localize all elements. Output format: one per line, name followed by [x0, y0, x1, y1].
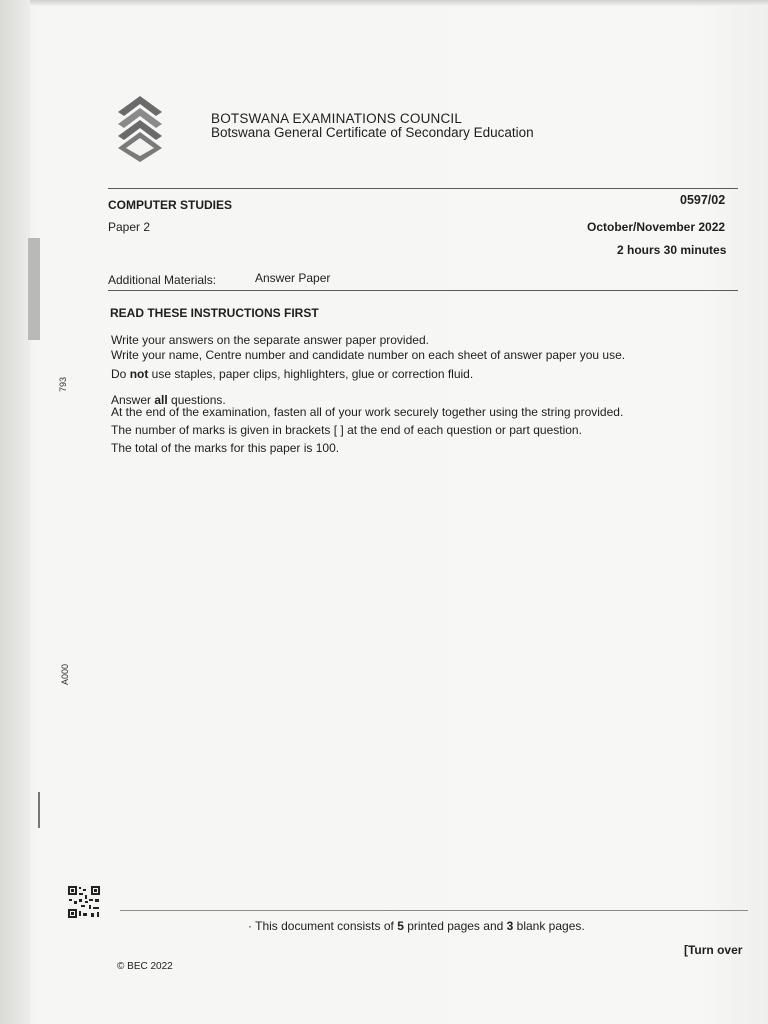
bec-logo-icon — [116, 96, 164, 162]
instructions-heading: READ THESE INSTRUCTIONS FIRST — [110, 306, 319, 320]
qr-code-icon — [67, 885, 101, 919]
margin-code-bottom: A000 — [60, 663, 70, 685]
exam-duration: 2 hours 30 minutes — [617, 243, 727, 257]
instruction-line: Write your name, Centre number and candidate number on each sheet of answer paper you use. — [111, 348, 626, 362]
instruction-line: The total of the marks for this paper is 100. — [111, 441, 340, 455]
header-divider — [108, 188, 738, 189]
page-binding-edge — [0, 0, 30, 1024]
margin-code-top: 793 — [58, 376, 68, 392]
council-name: BOTSWANA EXAMINATIONS COUNCIL — [211, 111, 463, 126]
materials-value: Answer Paper — [255, 271, 331, 285]
subject-title: COMPUTER STUDIES — [108, 198, 233, 212]
turn-over-note: [Turn over — [684, 943, 743, 957]
scan-mark — [38, 792, 40, 828]
copyright-notice: © BEC 2022 — [117, 961, 173, 972]
instruction-line: At the end of the examination, fasten all of your work securely together using the string provided. — [111, 405, 624, 419]
instruction-line: Do not use staples, paper clips, highlighters, glue or correction fluid. — [111, 367, 474, 381]
page-count-note: · This document consists of 5 printed pages and 3 blank pages. — [248, 919, 585, 933]
instructions-divider — [108, 290, 738, 291]
certificate-name: Botswana General Certificate of Secondary Education — [211, 125, 534, 140]
instruction-line: Answer all questions. — [111, 393, 226, 407]
exam-session: October/November 2022 — [587, 220, 726, 234]
instruction-line: The number of marks is given in brackets [ ] at the end of each question or part question. — [111, 423, 582, 437]
instruction-line: Write your answers on the separate answer paper provided. — [111, 333, 429, 347]
materials-label: Additional Materials: — [108, 273, 217, 287]
paper-code: 0597/02 — [680, 193, 726, 207]
paper-number: Paper 2 — [108, 220, 151, 234]
page-top-shadow — [0, 0, 768, 6]
footer-divider — [120, 910, 748, 911]
page-binding-tab — [28, 238, 40, 340]
